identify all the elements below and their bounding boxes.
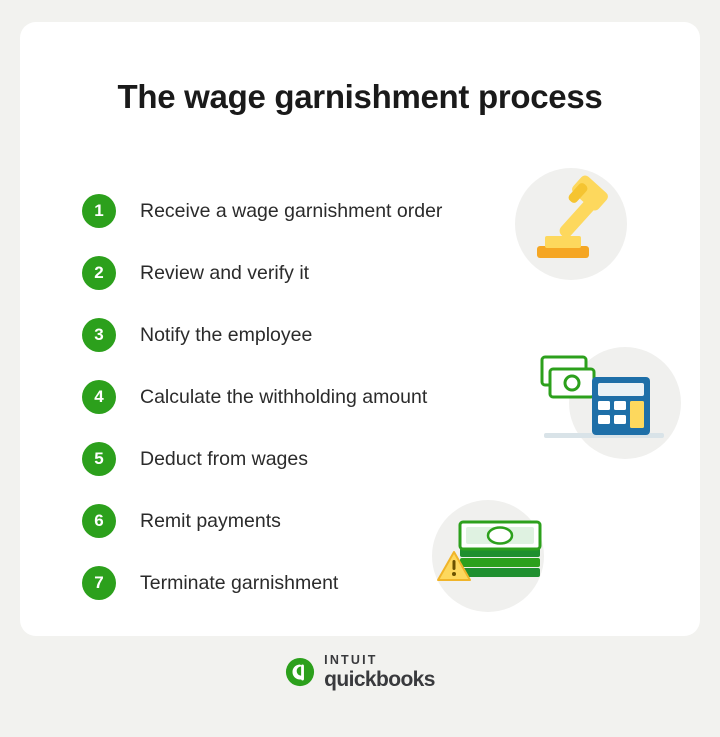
step-label: Remit payments bbox=[140, 509, 281, 532]
step-number-badge: 7 bbox=[82, 566, 116, 600]
calculator-money-illustration bbox=[536, 347, 681, 457]
gavel-icon bbox=[515, 168, 635, 288]
step-number-badge: 6 bbox=[82, 504, 116, 538]
infographic-card bbox=[20, 22, 700, 636]
quickbooks-logo-icon bbox=[285, 657, 315, 687]
step-label: Notify the employee bbox=[140, 323, 313, 346]
list-item bbox=[82, 428, 512, 490]
step-label: Review and verify it bbox=[140, 261, 310, 284]
brand-quickbooks-text: quickbooks bbox=[324, 667, 435, 691]
cash-stack-warning-illustration bbox=[432, 500, 567, 615]
step-label: Terminate garnishment bbox=[140, 571, 339, 594]
list-item bbox=[82, 180, 512, 242]
step-number-badge: 5 bbox=[82, 442, 116, 476]
page-title: The wage garnishment process bbox=[117, 78, 603, 115]
list-item bbox=[82, 366, 512, 428]
brand-intuit-text: INTUIT bbox=[324, 653, 378, 667]
step-label: Receive a wage garnishment order bbox=[140, 199, 443, 222]
list-item bbox=[82, 304, 512, 366]
cash-stack-warning-icon bbox=[432, 500, 567, 615]
brand-logo bbox=[0, 654, 720, 690]
step-label: Calculate the withholding amount bbox=[140, 385, 428, 408]
brand-wordmark bbox=[324, 654, 435, 690]
step-number-badge: 3 bbox=[82, 318, 116, 352]
step-number-badge: 1 bbox=[82, 194, 116, 228]
step-number-badge: 4 bbox=[82, 380, 116, 414]
step-number-badge: 2 bbox=[82, 256, 116, 290]
list-item bbox=[82, 242, 512, 304]
step-label: Deduct from wages bbox=[140, 447, 308, 470]
calculator-and-cash-icon bbox=[536, 347, 681, 462]
gavel-illustration bbox=[515, 168, 635, 288]
